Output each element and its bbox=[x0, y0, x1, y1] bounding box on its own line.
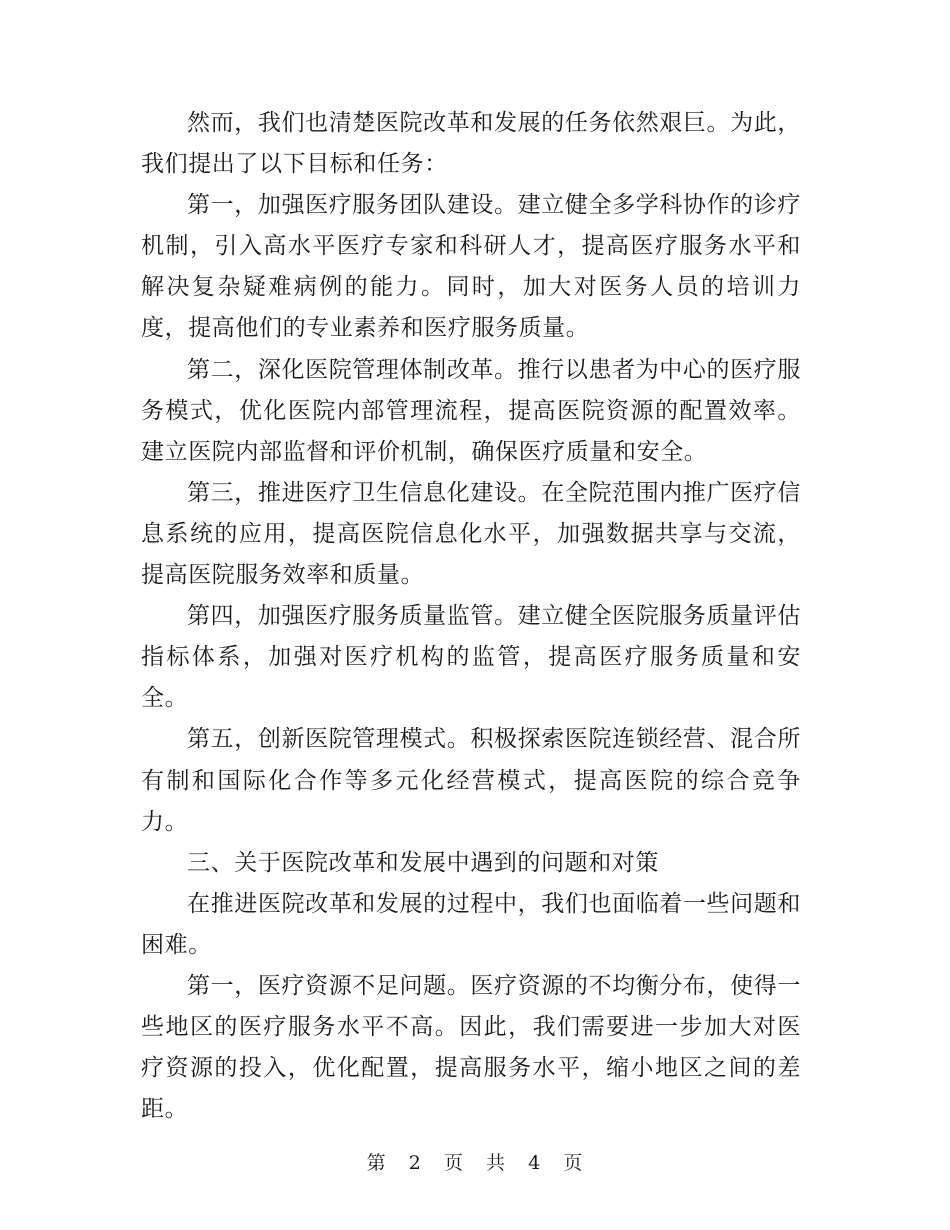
page-label-suffix: 页 bbox=[563, 1152, 584, 1174]
paragraph-task-5: 第五，创新医院管理模式。积极探索医院连锁经营、混合所有制和国际化合作等多元化经营模式，提高医院的综合竞争力。 bbox=[141, 726, 801, 835]
paragraph-task-3: 第三，推进医疗卫生信息化建设。在全院范围内推广医疗信息系统的应用，提高医院信息化水平，加强数据共享与交流，提高医院服务效率和质量。 bbox=[141, 479, 801, 589]
paragraph-task-1: 第一，加强医疗服务团队建设。建立健全多学科协作的诊疗机制，引入高水平医疗专家和科研人才，提高医疗服务水平和解决复杂疑难病例的能力。同时，加大对医务人员的培训力度，提高他们的专业素养和医疗服务质量。 bbox=[141, 192, 801, 342]
paragraph-intro: 然而，我们也清楚医院改革和发展的任务依然艰巨。为此，我们提出了以下目标和任务： bbox=[141, 110, 801, 178]
total-pages-number: 4 bbox=[528, 1152, 542, 1174]
total-label: 共 bbox=[486, 1152, 507, 1174]
paragraph-problems-intro: 在推进医院改革和发展的过程中，我们也面临着一些问题和困难。 bbox=[141, 890, 801, 958]
page-label: 页 bbox=[443, 1152, 464, 1174]
paragraph-task-2: 第二，深化医院管理体制改革。推行以患者为中心的医疗服务模式，优化医院内部管理流程，提高医院资源的配置效率。建立医院内部监督和评价机制，确保医疗质量和安全。 bbox=[141, 356, 801, 465]
paragraph-task-4: 第四，加强医疗服务质量监管。建立健全医院服务质量评估指标体系，加强对医疗机构的监管，提高医疗服务质量和安全。 bbox=[141, 603, 801, 712]
document-body bbox=[141, 103, 801, 1130]
paragraph-problem-1: 第一，医疗资源不足问题。医疗资源的不均衡分布，使得一些地区的医疗服务水平不高。因此，我们需要进一步加大对医疗资源的投入，优化配置，提高服务水平，缩小地区之间的差距。 bbox=[141, 972, 801, 1123]
page-label-prefix: 第 bbox=[366, 1152, 387, 1174]
page-footer bbox=[0, 1148, 950, 1175]
section-heading: 三、关于医院改革和发展中遇到的问题和对策 bbox=[187, 849, 659, 876]
current-page-number: 2 bbox=[408, 1152, 422, 1174]
